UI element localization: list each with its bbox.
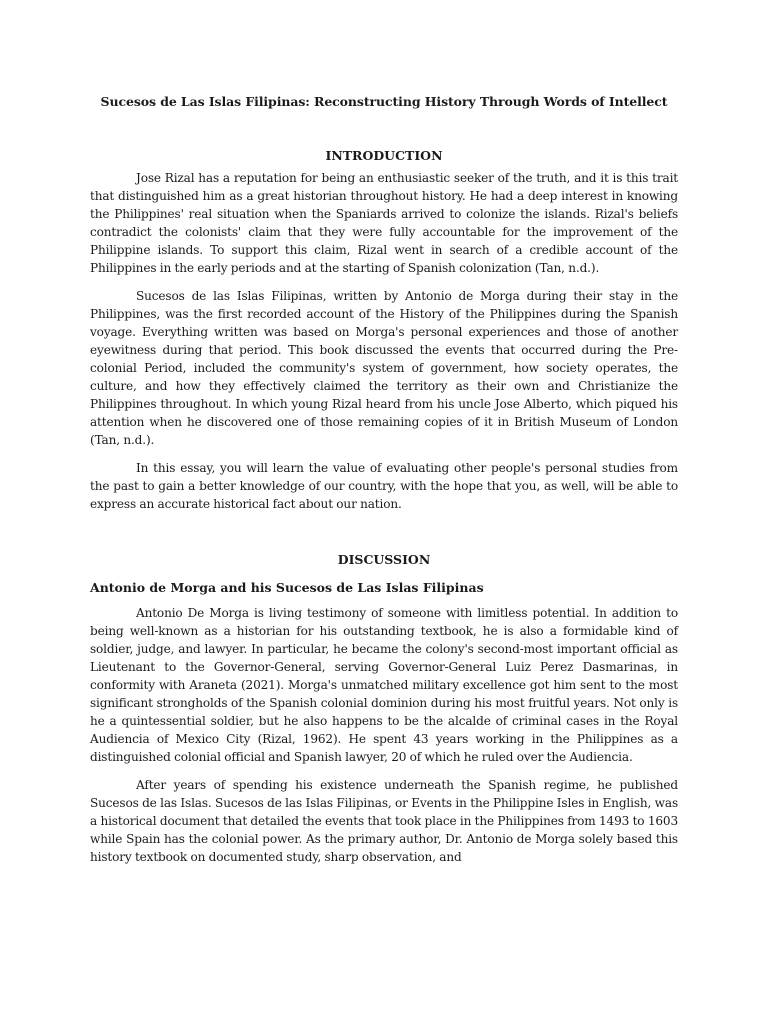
introduction-heading: INTRODUCTION: [325, 148, 443, 163]
introduction-paragraph-3: In this essay, you will learn the value of evaluating other people's personal studies from the past to gain a better knowledge of our country, with the hope that you, as well, will be able to express an accurate historical fact about our nation.: [90, 461, 678, 511]
introduction-paragraph-1: Jose Rizal has a reputation for being an enthusiastic seeker of the truth, and it is this trait that distinguished him as a great historian throughout history. He had a deep interest in knowing the Philippines' real situation when the Spaniards arrived to colonize the islands. Rizal's beliefs contradict the colonists' claim that they were fully accountable for the improvement of the Philippine islands. To support this claim, Rizal went in search of a credible account of the Philippines in the early periods and at the starting of Spanish colonization (Tan, n.d.).: [90, 171, 678, 275]
introduction-paragraph-2: Sucesos de las Islas Filipinas, written by Antonio de Morga during their stay in the Philippines, was the first recorded account of the History of the Philippines during the Spanish voyage. Everything written was based on Morga's personal experiences and those of another eyewitness during that period. This book discussed the events that occurred during the Pre-colonial Period, included the community's system of government, how society operates, the culture, and how they effectively claimed the territory as their own and Christianize the Philippines throughout. In which young Rizal heard from his uncle Jose Alberto, which piqued his attention when he discovered one of those remaining copies of it in British Museum of London (Tan, n.d.).: [90, 289, 678, 447]
discussion-heading: DISCUSSION: [337, 552, 431, 567]
document-title: Sucesos de Las Islas Filipinas: Reconstructing History Through Words of Intellect: [100, 94, 668, 109]
document-content: [90, 93, 678, 866]
discussion-paragraph-2: After years of spending his existence underneath the Spanish regime, he published Sucesos de las Islas. Sucesos de las Islas Filipinas, or Events in the Philippine Isles in English, was a historical document that detailed the events that took place in the Philippines from 1493 to 1603 while Spain has the colonial power. As the primary author, Dr. Antonio de Morga solely based this history textbook on documented study, sharp observation, and: [90, 778, 678, 864]
discussion-paragraph-1: Antonio De Morga is living testimony of someone with limitless potential. In addition to being well-known as a historian for his outstanding textbook, he is also a formidable kind of soldier, judge, and lawyer. In particular, he became the colony's second-most important official as Lieutenant to the Governor-General, serving Governor-General Luiz Perez Dasmarinas, in conformity with Araneta (2021). Morga's unmatched military excellence got him sent to the most significant strongholds of the Spanish colonial dominion during his most fruitful years. Not only is he a quintessential soldier, but he also happens to be the alcalde of criminal cases in the Royal Audiencia of Mexico City (Rizal, 1962). He spent 43 years working in the Philippines as a distinguished colonial official and Spanish lawyer, 20 of which he ruled over the Audiencia.: [90, 606, 678, 764]
discussion-subheading: Antonio de Morga and his Sucesos de Las Islas Filipinas: [90, 580, 484, 595]
